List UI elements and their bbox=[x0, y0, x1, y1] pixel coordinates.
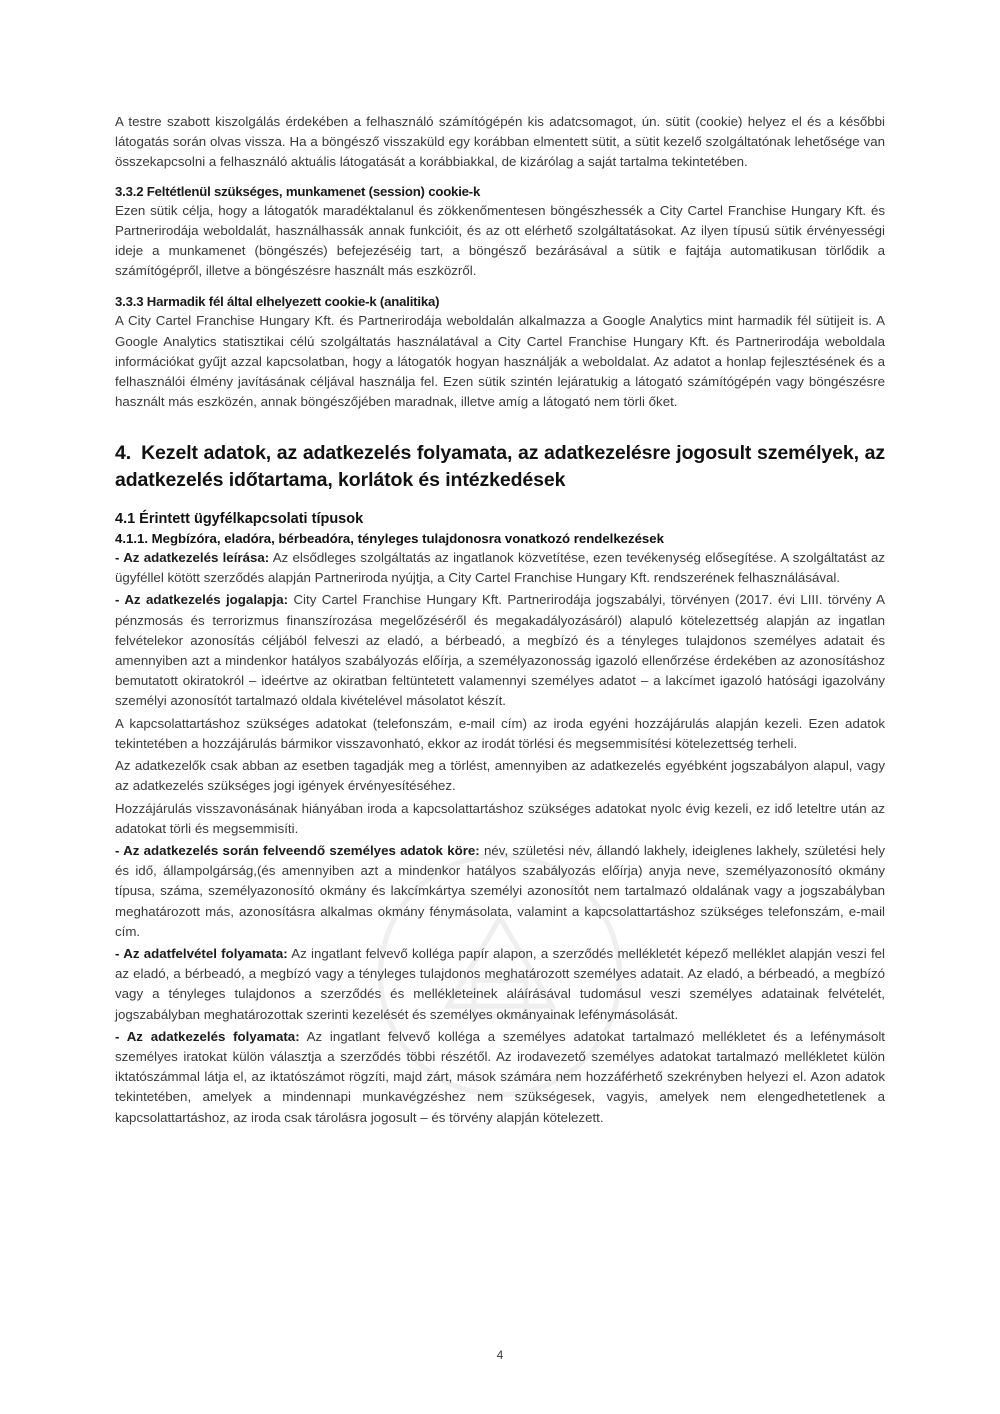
item-lead: - Az adatkezelés jogalapja: bbox=[115, 592, 289, 608]
paragraph-3-3-3: A City Cartel Franchise Hungary Kft. és Partnerirodája weboldalán alkalmazza a Google Analytics mint harmadik fél sütijeit is. A Google Analytics statisztikai célú szolgáltatás használatával a City Cartel Franchise Hungary Kft. és Partnerirodája weboldala információkat gyűjt azzal kapcsolatban, hogy a látogatók hogyan használják a weboldalat. Az adatot a honlap fejlesztésének és a felhasználói élmény javításának céljával használja fel. Ezen sütik szintén lejáratukig a látogató számítógépén vagy böngészésre használt más eszközén, annak böngészőjében maradnak, illetve amíg a látogató nem törli őket. bbox=[115, 313, 885, 410]
item-lead: - Az adatkezelés során felveendő személyes adatok köre: bbox=[115, 842, 480, 858]
item-lead: - Az adatkezelés leírása: bbox=[115, 550, 270, 566]
item-adatkezeles-folyamata bbox=[115, 1027, 885, 1128]
heading-3-3-2: 3.3.2 Feltétlenül szükséges, munkamenet (session) cookie-k bbox=[115, 183, 481, 199]
page-number: 4 bbox=[496, 1348, 504, 1362]
heading-4-1: 4.1 Érintett ügyfélkapcsolati típusok bbox=[115, 511, 364, 528]
paragraph-cookie-intro: A testre szabott kiszolgálás érdekében a felhasználó számítógépén kis adatcsomagot, ún. sütit (cookie) helyez el és a későbbi látogatás során olvas vissza. Ha a böngésző visszaküld egy korábban elmentett sütit, a sütit kezelő szolgáltatónak lehetősége van összekapcsolni a felhasználó aktuális látogatását a korábbiakkal, de kizárólag a saját tartalma tekintetében. bbox=[115, 114, 885, 170]
item-kapcsolattartas bbox=[115, 714, 885, 754]
document-body bbox=[115, 112, 885, 1130]
item-adatkezeles-jogalapja bbox=[115, 590, 885, 711]
section-4-heading-text: Kezelt adatok, az adatkezelés folyamata, az adatkezelésre jogosult személyek, az adatkezelés időtartama, korlátok és intézkedések bbox=[115, 442, 885, 491]
item-text: Az adatkezelők csak abban az esetben tagadják meg a törlést, amennyiben az adatkezelés egyébként jogszabályon alapul, vagy az adatkezelés szükséges jogi igények érvényesítéséhez. bbox=[115, 758, 885, 794]
item-text: City Cartel Franchise Hungary Kft. Partnerirodája jogszabályi, törvényen (2017. évi LIII. törvény A pénzmosás és terrorizmus finanszírozása megelőzéséről és megakadályozásáról) alapuló kötelezettség alapján az ingatlan felvételekor azonosítás céljából felveszi az eladó, a bérbeadó, a megbízó és a tényleges tulajdonos személyes adatait és amennyiben azt a mindenkor hatályos szabályozás előírja, a személyazonosság igazoló ellenőrzése érdekében az azonosításhoz bemutatott okiratokról – ideértve az okiratban feltüntetett valamennyi személyes adatot – a lakcímet igazoló hatósági igazolvány személyi azonosítót tartalmazó oldala kivételével másolatot készít. bbox=[115, 592, 885, 709]
item-text: Az ingatlant felvevő kolléga a személyes adatokat tartalmazó mellékletet és a lefénymásolt személyes iratokat külön választja a szerződés többi részétől. Az irodavezető személyes adatokat tartalmazó mellékletet külön iktatószámmal látja el, az iktatószámot rögzíti, majd zárt, mások számára nem hozzáférhető szekrényben helyezi el. Azon adatok tekintetében, amelyek a mindennapi munkavégzéshez nem szükségesek, vagyis, amelyek nem elengedhetetlenek a kapcsolattartáshoz, az iroda csak tárolásra jogosult – és törvény alapján kötelezett. bbox=[115, 1028, 885, 1125]
item-lead: - Az adatfelvétel folyamata: bbox=[115, 945, 288, 961]
item-text: Az elsődleges szolgáltatás az ingatlanok közvetítése, ezen tevékenység elősegítése. A szolgáltatást az ügyféllel kötött szerződés alapján Partneriroda nyújtja, a City Cartel Franchise Hungary Kft. rendszerének felhasználásával. bbox=[115, 550, 885, 586]
item-adatkezeles-leirasa bbox=[115, 548, 885, 588]
paragraph-3-3-2: Ezen sütik célja, hogy a látogatók maradéktalanul és zökkenőmentesen böngészhessék a City Cartel Franchise Hungary Kft. és Partnerirodája weboldalát, használhassák annak funkcióit, és az ott elérhető szolgáltatásokat. Az ilyen típusú sütik érvényességi ideje a munkamenet (böngészés) befejezéséig tart, a böngésző bezárásával a sütik e fajtája automatikusan törlődik a számítógépről, illetve a böngészésre használt más eszközről. bbox=[115, 202, 885, 279]
item-adatfelvetel-folyamata bbox=[115, 944, 885, 1025]
item-hozzajarulas-visszavonasa bbox=[115, 799, 885, 839]
section-4-number: 4. bbox=[115, 442, 132, 465]
heading-4-1-1: 4.1.1. Megbízóra, eladóra, bérbeadóra, tényleges tulajdonosra vonatkozó rendelkezések bbox=[115, 531, 664, 547]
item-adatok-kore bbox=[115, 841, 885, 942]
item-text: név, születési név, állandó lakhely, ideiglenes lakhely, születési hely és idő, állampolgárság,(és amennyiben azt a mindenkor hatályos szabályozás előírja) anyja neve, személyazonosító okmány típusa, száma, személyazonosító okmány és lakcímkártya személyi azonosítót nem tartalmazó oldalának vagy a jogszabályban meghatározott más, azonosításra alkalmas okmány fénymásolata, valamint a kapcsolattartáshoz szükséges telefonszám, e-mail cím. bbox=[115, 842, 885, 939]
section-4-title bbox=[115, 440, 885, 493]
heading-3-3-3: 3.3.3 Harmadik fél által elhelyezett cookie-k (analitika) bbox=[115, 294, 440, 310]
item-text: Az ingatlant felvevő kolléga papír alapon, a szerződés mellékletét képező melléklet alapján veszi fel az eladó, a bérbeadó, a megbízó vagy a tényleges tulajdonos meghatározott személyes adatait. Az eladó, a bérbeadó, a megbízó vagy a tényleges tulajdonos a szerződés és mellékleteinek aláírásával tudomásul veszi személyes adatainak felvételét, jogszabályban meghatározottak szerinti kezelését és személyes okmányainak lefénymásolását. bbox=[115, 945, 885, 1022]
item-text: A kapcsolattartáshoz szükséges adatokat (telefonszám, e-mail cím) az iroda egyéni hozzájárulás alapján kezeli. Ezen adatok tekintetében a hozzájárulás bármikor visszavonható, ekkor az irodát törlési és megsemmisítési kötelezettség terheli. bbox=[115, 715, 885, 751]
item-text: Hozzájárulás visszavonásának hiányában iroda a kapcsolattartáshoz szükséges adatokat nyolc évig kezeli, ez idő leteltre után az adatokat törli és megsemmisíti. bbox=[115, 800, 885, 836]
item-torles-megtagadasa bbox=[115, 756, 885, 796]
item-lead: - Az adatkezelés folyamata: bbox=[115, 1028, 300, 1044]
